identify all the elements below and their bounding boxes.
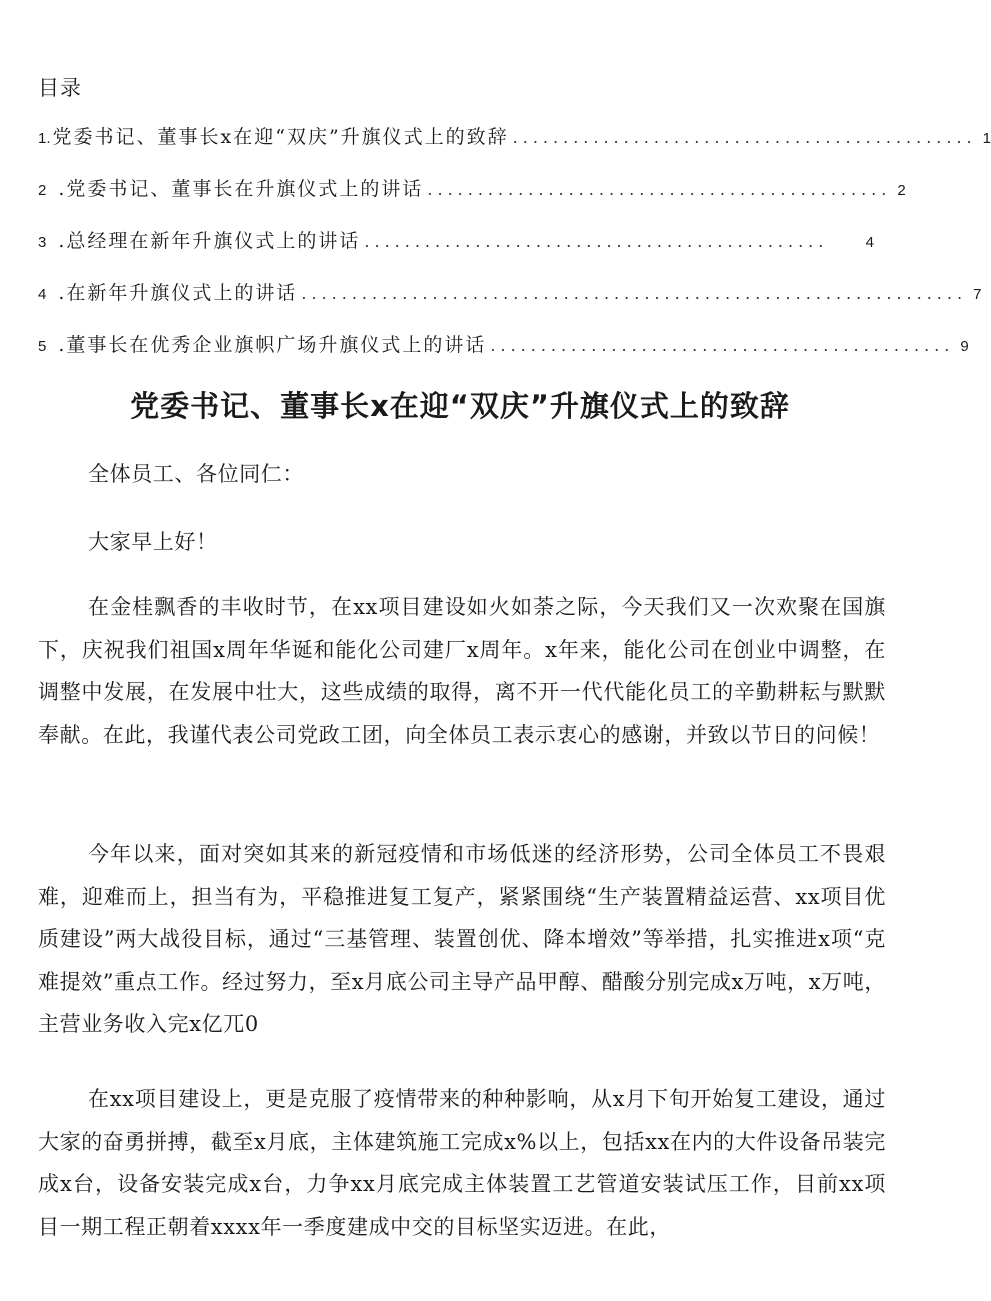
toc-item-number: 4 xyxy=(38,286,47,303)
body-paragraph-2: 今年以来，面对突如其来的新冠疫情和市场低迷的经济形势，公司全体员工不畏艰难，迎难而上，担当有为，平稳推进复工复产，紧紧围绕“生产装置精益运营、xx项目优质建设”两大战役目标，通过“三基管理、装置创优、降本增效”等举措，扎实推进x项“克难提效”重点工作。经过努力，至x月底公司主导产品甲醇、醋酸分别完成x万吨，x万吨，主营业务收入完x亿兀0 xyxy=(38,842,886,1036)
greeting: 大家早上好！ xyxy=(88,530,218,554)
toc-leader-dots: .............................................. xyxy=(427,180,892,199)
toc-item-page: 9 xyxy=(960,338,969,355)
toc-item-number: 2 xyxy=(38,182,47,199)
table-of-contents xyxy=(38,122,991,382)
toc-leader-dots: .............................................. xyxy=(364,232,829,251)
toc-leader-dots: .................................................................. xyxy=(301,284,968,303)
toc-item-number: 1. xyxy=(38,130,51,147)
toc-item-page: 7 xyxy=(973,286,982,303)
toc-item-title: .董事长在优秀企业旗帜广场升旗仪式上的讲话 xyxy=(58,334,487,356)
toc-item-3[interactable] xyxy=(38,226,874,278)
toc-item-title: 党委书记、董事长x在迎“双庆”升旗仪式上的致辞 xyxy=(52,126,509,148)
toc-item-number: 5 xyxy=(38,338,47,355)
toc-leader-dots: .............................................. xyxy=(490,336,955,355)
toc-item-page: 2 xyxy=(897,182,906,199)
toc-item-number: 3 xyxy=(38,234,47,251)
toc-item-1[interactable] xyxy=(38,122,991,174)
toc-item-2[interactable] xyxy=(38,174,906,226)
toc-item-4[interactable] xyxy=(38,278,982,330)
toc-item-title: .党委书记、董事长在升旗仪式上的讲话 xyxy=(58,178,424,200)
salutation: 全体员工、各位同仁： xyxy=(88,462,304,486)
toc-item-page: 4 xyxy=(865,234,874,251)
document-title: 党委书记、董事长x在迎“双庆”升旗仪式上的致辞 xyxy=(130,389,790,423)
body-paragraph-3: 在xx项目建设上，更是克服了疫情带来的种种影响，从x月下旬开始复工建设，通过大家的奋勇拼搏，截至x月底，主体建筑施工完成x%以上，包括xx在内的大件设备吊装完成x台，设备安装完成x台，力争xx月底完成主体装置工艺管道安装试压工作，目前xx项目一期工程正朝着xxxx年一季度建成中交的目标坚实迈进。在此， xyxy=(38,1087,886,1239)
toc-leader-dots: .............................................. xyxy=(512,128,977,147)
body-paragraph-1: 在金桂飘香的丰收时节，在xx项目建设如火如荼之际，今天我们又一次欢聚在国旗下，庆祝我们祖国x周年华诞和能化公司建厂x周年。x年来，能化公司在创业中调整，在调整中发展，在发展中壮大，这些成绩的取得，离不开一代代能化员工的辛勤耕耘与默默奉献。在此，我谨代表公司党政工团，向全体员工表示衷心的感谢，并致以节日的问候！ xyxy=(38,595,886,747)
toc-item-5[interactable] xyxy=(38,330,969,382)
toc-item-title: .总经理在新年升旗仪式上的讲话 xyxy=(58,230,361,252)
toc-heading: 目录 xyxy=(38,76,82,100)
toc-item-title: .在新年升旗仪式上的讲话 xyxy=(58,282,298,304)
toc-item-page: 1 xyxy=(982,130,991,147)
